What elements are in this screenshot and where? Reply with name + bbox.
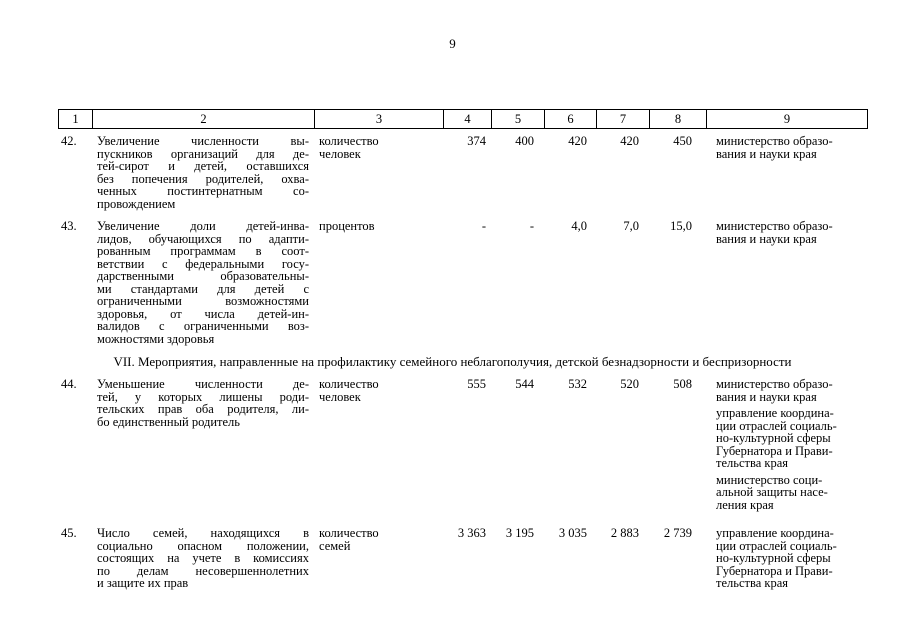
indicator-name-line: Увеличение численности вы- bbox=[97, 134, 309, 148]
header-cell-2: 2 bbox=[93, 110, 315, 128]
responsible-executor bbox=[716, 378, 866, 403]
indicator-name bbox=[97, 527, 309, 590]
indicator-name-line: и защите их прав bbox=[97, 576, 189, 590]
indicator-name-line: Число семей, находящихся в bbox=[97, 526, 309, 540]
row-number: 45. bbox=[61, 526, 77, 540]
indicator-name-line: лидов, обучающихся по адапти- bbox=[97, 231, 309, 246]
indicator-name-line: провождением bbox=[97, 196, 176, 211]
responsible-line: министерство соци- bbox=[716, 472, 823, 487]
header-cell-1: 1 bbox=[59, 110, 93, 128]
row-number: 43. bbox=[61, 219, 77, 233]
header-cell-7: 7 bbox=[597, 110, 650, 128]
indicator-name-line: тей, у которых лишены роди- bbox=[97, 389, 309, 404]
responsible-line: но-культурной сферы bbox=[716, 551, 831, 565]
table-header-row bbox=[58, 109, 868, 129]
responsible-line: но-культурной сферы bbox=[716, 431, 831, 445]
indicator-name-line: тельских прав оба родителя, ли- bbox=[97, 402, 309, 416]
responsible-executors bbox=[716, 527, 866, 594]
responsible-executor bbox=[716, 220, 866, 245]
value-col-8: 2 739 bbox=[663, 526, 692, 540]
responsible-line: министерство образо- bbox=[716, 219, 833, 233]
indicator-name-line: рованным программам в соот- bbox=[97, 244, 309, 258]
responsible-line: Губернатора и Прави- bbox=[716, 443, 833, 458]
row-number: 44. bbox=[61, 377, 77, 391]
value-col-8: 508 bbox=[673, 377, 692, 391]
indicator-name-line: по делам несовершеннолетних bbox=[97, 563, 309, 578]
responsible-executor bbox=[716, 135, 866, 160]
responsible-line: тельства края bbox=[716, 576, 788, 590]
header-cell-9: 9 bbox=[783, 112, 791, 126]
responsible-executors bbox=[716, 135, 866, 164]
value-col-4: 555 bbox=[467, 377, 486, 391]
value-col-4: 374 bbox=[467, 134, 486, 148]
unit-line: человек bbox=[319, 146, 361, 161]
unit-line: количество bbox=[319, 526, 379, 540]
responsible-line: вания и науки края bbox=[716, 389, 817, 404]
responsible-line: министерство образо- bbox=[716, 134, 833, 148]
value-col-5: 400 bbox=[515, 134, 534, 148]
page-number: 9 bbox=[449, 36, 456, 51]
indicator-name-line: состоящих на учете в комиссиях bbox=[97, 551, 309, 565]
responsible-line: ции отраслей социаль- bbox=[716, 418, 837, 433]
header-cell-8: 8 bbox=[650, 110, 707, 128]
indicator-name-line: дарственными образовательны- bbox=[97, 269, 309, 283]
indicator-name bbox=[97, 135, 309, 210]
responsible-line: Губернатора и Прави- bbox=[716, 563, 833, 578]
responsible-executor bbox=[716, 527, 866, 590]
responsible-line: тельства края bbox=[716, 456, 788, 470]
value-col-6: 420 bbox=[568, 134, 587, 148]
unit-line: человек bbox=[319, 389, 361, 404]
unit-line: семей bbox=[319, 538, 351, 553]
responsible-executors bbox=[716, 378, 866, 515]
unit-line: количество bbox=[319, 134, 379, 148]
value-col-8: 15,0 bbox=[670, 219, 692, 233]
indicator-name-line: валидов с ограниченными воз- bbox=[97, 319, 309, 333]
indicator-name-line: Увеличение доли детей-инва- bbox=[97, 219, 309, 233]
section-heading: VII. Мероприятия, направленные на профилактику семейного неблагополучия, детской безнадзорности и беспризорности bbox=[113, 354, 792, 369]
header-cell-4: 4 bbox=[444, 110, 492, 128]
value-col-7: 420 bbox=[620, 134, 639, 148]
indicator-name-line: можностями здоровья bbox=[97, 331, 215, 346]
value-col-6: 3 035 bbox=[558, 526, 587, 540]
unit-of-measure bbox=[319, 135, 449, 160]
indicator-name-line: бо единственный родитель bbox=[97, 414, 240, 429]
indicator-name-line: без попечения родителей, охва- bbox=[97, 171, 309, 186]
responsible-line: вания и науки края bbox=[716, 231, 817, 246]
responsible-line: управление координа- bbox=[716, 526, 834, 540]
value-col-8: 450 bbox=[673, 134, 692, 148]
unit-of-measure bbox=[319, 378, 449, 403]
indicator-name bbox=[97, 220, 309, 345]
indicator-name bbox=[97, 378, 309, 428]
value-col-4: - bbox=[481, 219, 486, 233]
indicator-name-line: социально опасном положении, bbox=[97, 538, 309, 553]
responsible-executor bbox=[716, 474, 866, 512]
indicator-name-line: ветствии с федеральными госу- bbox=[97, 256, 309, 271]
responsible-line: министерство образо- bbox=[716, 377, 833, 391]
indicator-name-line: ми стандартами для детей с bbox=[97, 281, 309, 296]
indicator-name-line: тей-сирот и детей, оставшихся bbox=[97, 159, 309, 173]
value-col-5: - bbox=[529, 219, 534, 233]
responsible-executors bbox=[716, 220, 866, 249]
responsible-line: вания и науки края bbox=[716, 146, 817, 161]
unit-line: количество bbox=[319, 377, 379, 391]
responsible-executor bbox=[716, 407, 866, 470]
row-number: 42. bbox=[61, 134, 77, 148]
responsible-line: управление координа- bbox=[716, 406, 834, 420]
value-col-7: 2 883 bbox=[610, 526, 639, 540]
value-col-6: 4,0 bbox=[571, 219, 587, 233]
header-cell-5: 5 bbox=[492, 110, 545, 128]
indicator-name-line: пускников организаций для де- bbox=[97, 146, 309, 161]
value-col-6: 532 bbox=[568, 377, 587, 391]
responsible-line: альной защиты насе- bbox=[716, 485, 828, 499]
indicator-name-line: Уменьшение численности де- bbox=[97, 377, 309, 391]
unit-of-measure bbox=[319, 527, 449, 552]
unit-of-measure bbox=[319, 220, 449, 233]
indicator-name-line: здоровья, от числа детей-ин- bbox=[97, 306, 309, 321]
unit-line: процентов bbox=[319, 219, 375, 233]
header-cell-3: 3 bbox=[315, 110, 444, 128]
indicator-name-line: ченных постинтернатным со- bbox=[97, 184, 309, 198]
value-col-4: 3 363 bbox=[457, 526, 486, 540]
value-col-7: 7,0 bbox=[623, 219, 639, 233]
value-col-7: 520 bbox=[620, 377, 639, 391]
value-col-5: 544 bbox=[515, 377, 534, 391]
responsible-line: ления края bbox=[716, 497, 774, 512]
value-col-5: 3 195 bbox=[505, 526, 534, 540]
indicator-name-line: ограниченными возможностями bbox=[97, 294, 309, 308]
header-cell-6: 6 bbox=[545, 110, 597, 128]
responsible-line: ции отраслей социаль- bbox=[716, 538, 837, 553]
